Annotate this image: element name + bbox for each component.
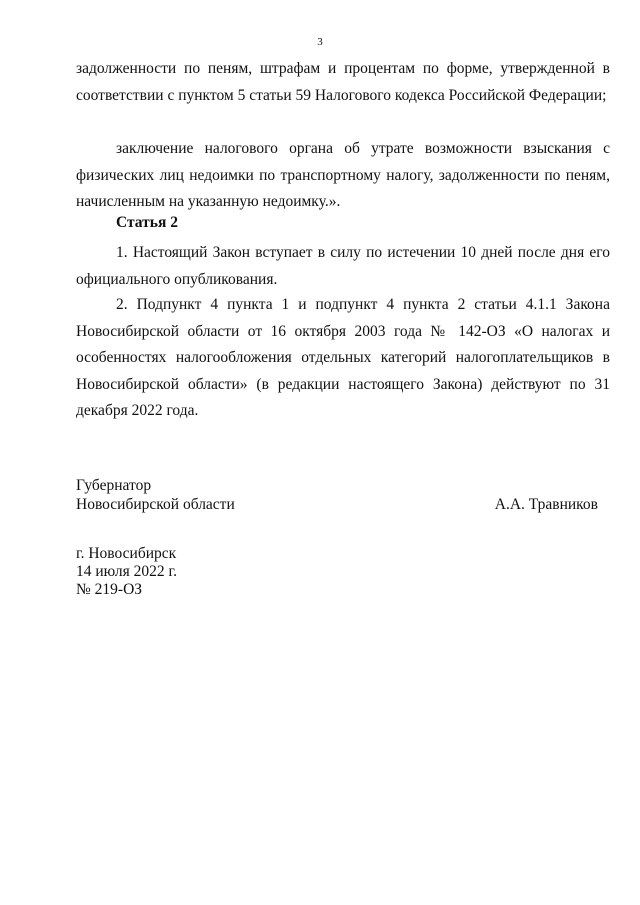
article-item-2: 2. Подпункт 4 пункта 1 и подпункт 4 пункта 2 статьи 4.1.1 Закона Новосибирской области от 16 октября 2003 года № 142-ОЗ «О налогах и особенностях налогообложения отдельных категорий налогоплательщиков в Новосибирской области» (в редакции настоящего Закона) действуют по 31 декабря 2022 года. <box>76 296 610 419</box>
city-line: г. Новосибирск <box>76 545 177 562</box>
signature-block <box>76 476 598 514</box>
paragraph-debt-continuation: задолженности по пеням, штрафам и процентам по форме, утвержденной в соответствии с пунктом 5 статьи 59 Налогового кодекса Российской Федерации; <box>76 60 610 104</box>
signature-position-line1: Губернатор <box>76 477 152 494</box>
signatory-name: А.А. Травников <box>494 496 598 513</box>
page-number: 3 <box>317 36 323 48</box>
date-line: 14 июля 2022 г. <box>76 563 177 580</box>
article-title: Статья 2 <box>116 214 178 231</box>
signature-position-line2: Новосибирской области <box>76 496 235 513</box>
paragraph-tax-authority-conclusion: заключение налогового органа об утрате возможности взыскания с физических лиц недоимки по транспортному налогу, задолженности по пеням, начисленным на указанную недоимку.». <box>76 140 610 210</box>
signature-row <box>76 495 598 514</box>
law-number-line: № 219-ОЗ <box>76 581 143 598</box>
place-date-number-block <box>76 545 177 599</box>
article-item-1: 1. Настоящий Закон вступает в силу по истечении 10 дней после дня его официального опубликования. <box>76 244 610 288</box>
